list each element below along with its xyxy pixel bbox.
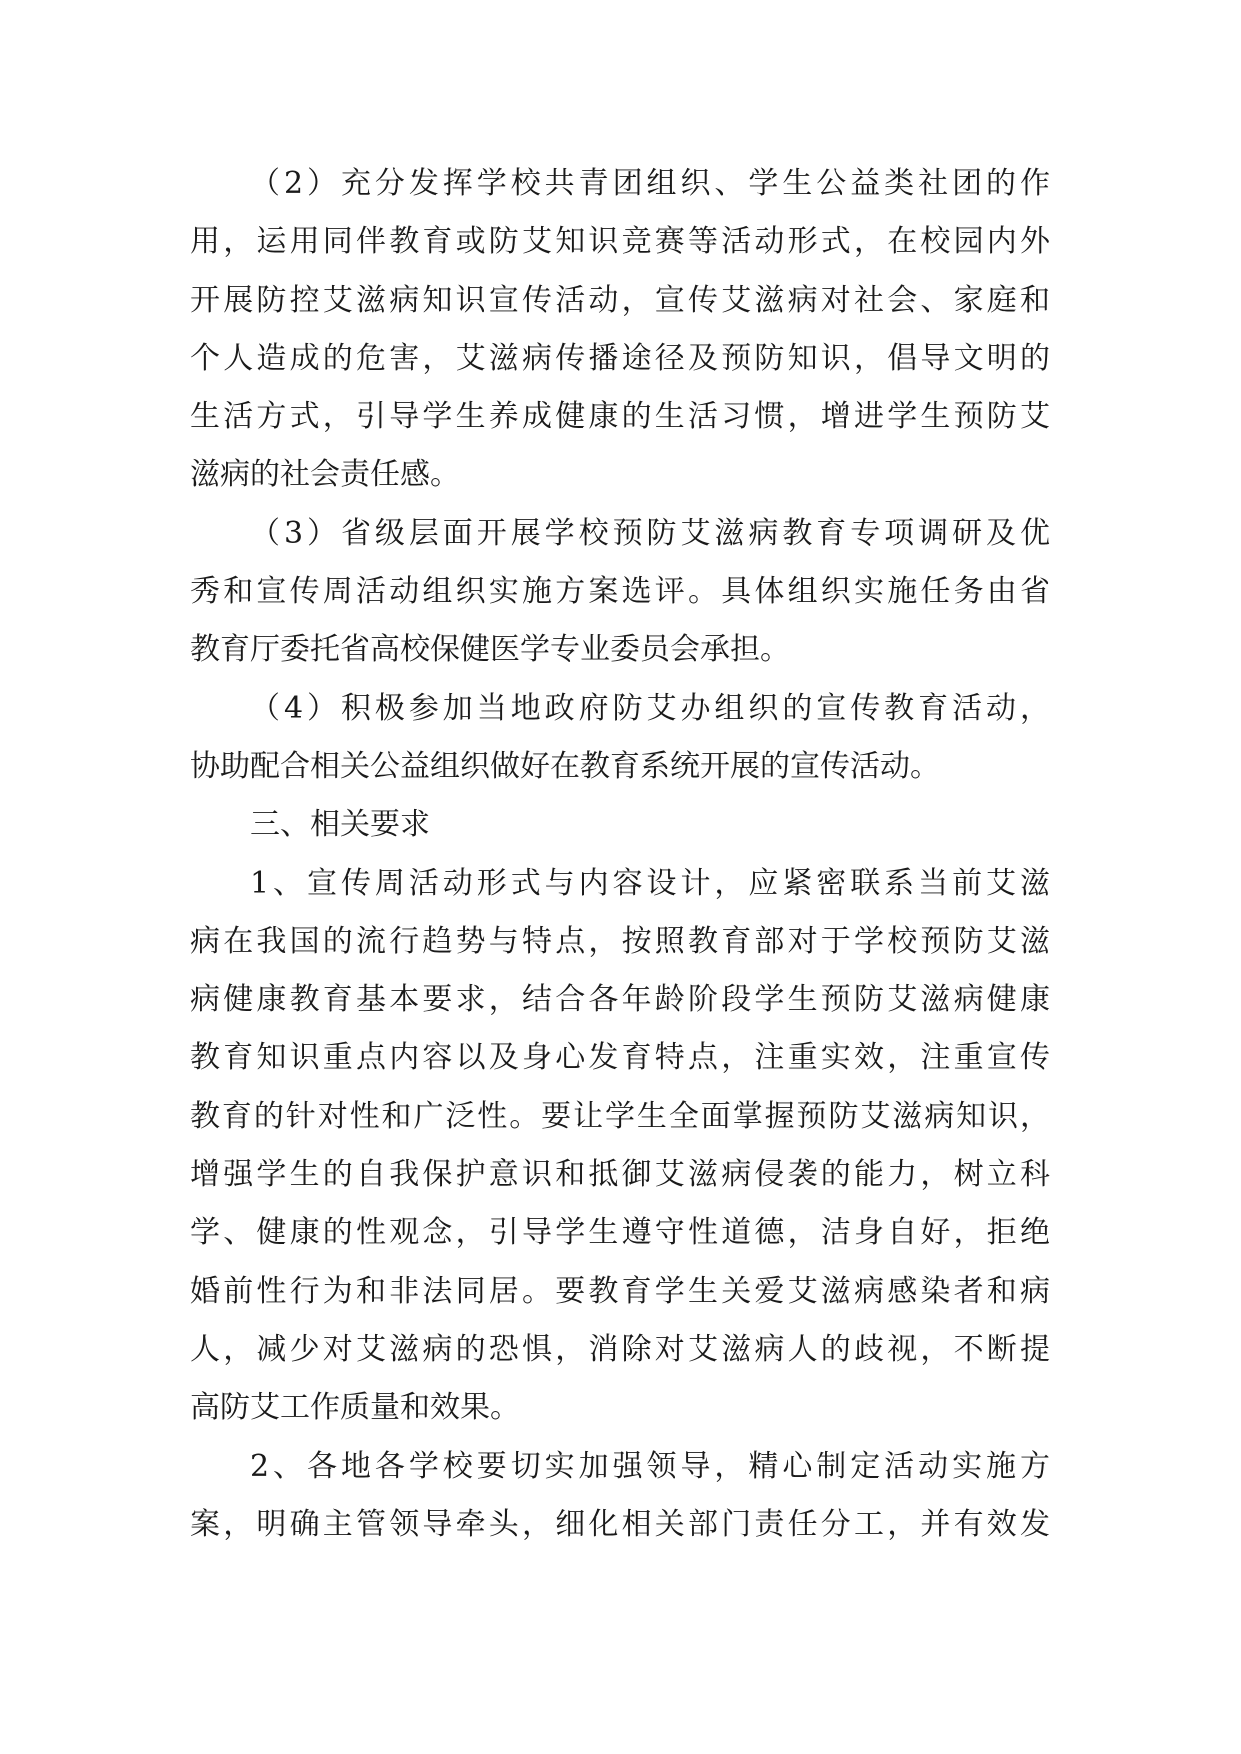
paragraph-2-line-3: 开展防控艾滋病知识宣传活动，宣传艾滋病对社会、家庭和 — [190, 282, 1050, 318]
requirement-1-line-4: 教育知识重点内容以及身心发育特点，注重实效，注重宣传 — [190, 1040, 1050, 1076]
requirement-1-line-3: 病健康教育基本要求，结合各年龄阶段学生预防艾滋病健康 — [190, 982, 1050, 1018]
requirement-1-line-8: 婚前性行为和非法同居。要教育学生关爱艾滋病感染者和病 — [190, 1273, 1050, 1309]
paragraph-3-line-1: （3）省级层面开展学校预防艾滋病教育专项调研及优 — [250, 515, 1050, 551]
paragraph-2-line-6: 滋病的社会责任感。 — [190, 457, 460, 493]
paragraph-3-line-3: 教育厅委托省高校保健医学专业委员会承担。 — [190, 632, 790, 668]
paragraph-2-line-4: 个人造成的危害，艾滋病传播途径及预防知识，倡导文明的 — [190, 340, 1050, 376]
document-body — [190, 155, 1050, 1554]
requirement-2-line-1: 2、各地各学校要切实加强领导，精心制定活动实施方 — [250, 1448, 1050, 1484]
paragraph-3-line-2: 秀和宣传周活动组织实施方案选评。具体组织实施任务由省 — [190, 574, 1050, 610]
paragraph-4-line-1: （4）积极参加当地政府防艾办组织的宣传教育活动， — [250, 690, 1050, 726]
paragraph-2-line-5: 生活方式，引导学生养成健康的生活习惯，增进学生预防艾 — [190, 399, 1050, 435]
requirement-1-line-1: 1、宣传周活动形式与内容设计，应紧密联系当前艾滋 — [250, 865, 1050, 901]
requirement-1-line-10: 高防艾工作质量和效果。 — [190, 1390, 520, 1426]
paragraph-4-line-2: 协助配合相关公益组织做好在教育系统开展的宣传活动。 — [190, 748, 940, 784]
paragraph-2-line-2: 用，运用同伴教育或防艾知识竞赛等活动形式，在校园内外 — [190, 224, 1050, 260]
requirement-1-line-5: 教育的针对性和广泛性。要让学生全面掌握预防艾滋病知识， — [190, 1098, 1050, 1134]
requirement-1-line-6: 增强学生的自我保护意识和抵御艾滋病侵袭的能力，树立科 — [190, 1157, 1050, 1193]
requirement-2-line-2: 案，明确主管领导牵头，细化相关部门责任分工，并有效发 — [190, 1506, 1050, 1542]
paragraph-2-line-1: （2）充分发挥学校共青团组织、学生公益类社团的作 — [250, 166, 1050, 201]
section-heading: 三、相关要求 — [250, 807, 430, 843]
requirement-1-line-2: 病在我国的流行趋势与特点，按照教育部对于学校预防艾滋 — [190, 923, 1050, 959]
requirement-1-line-9: 人，减少对艾滋病的恐惧，消除对艾滋病人的歧视，不断提 — [190, 1331, 1050, 1367]
requirement-1-line-7: 学、健康的性观念，引导学生遵守性道德，洁身自好，拒绝 — [190, 1215, 1050, 1251]
